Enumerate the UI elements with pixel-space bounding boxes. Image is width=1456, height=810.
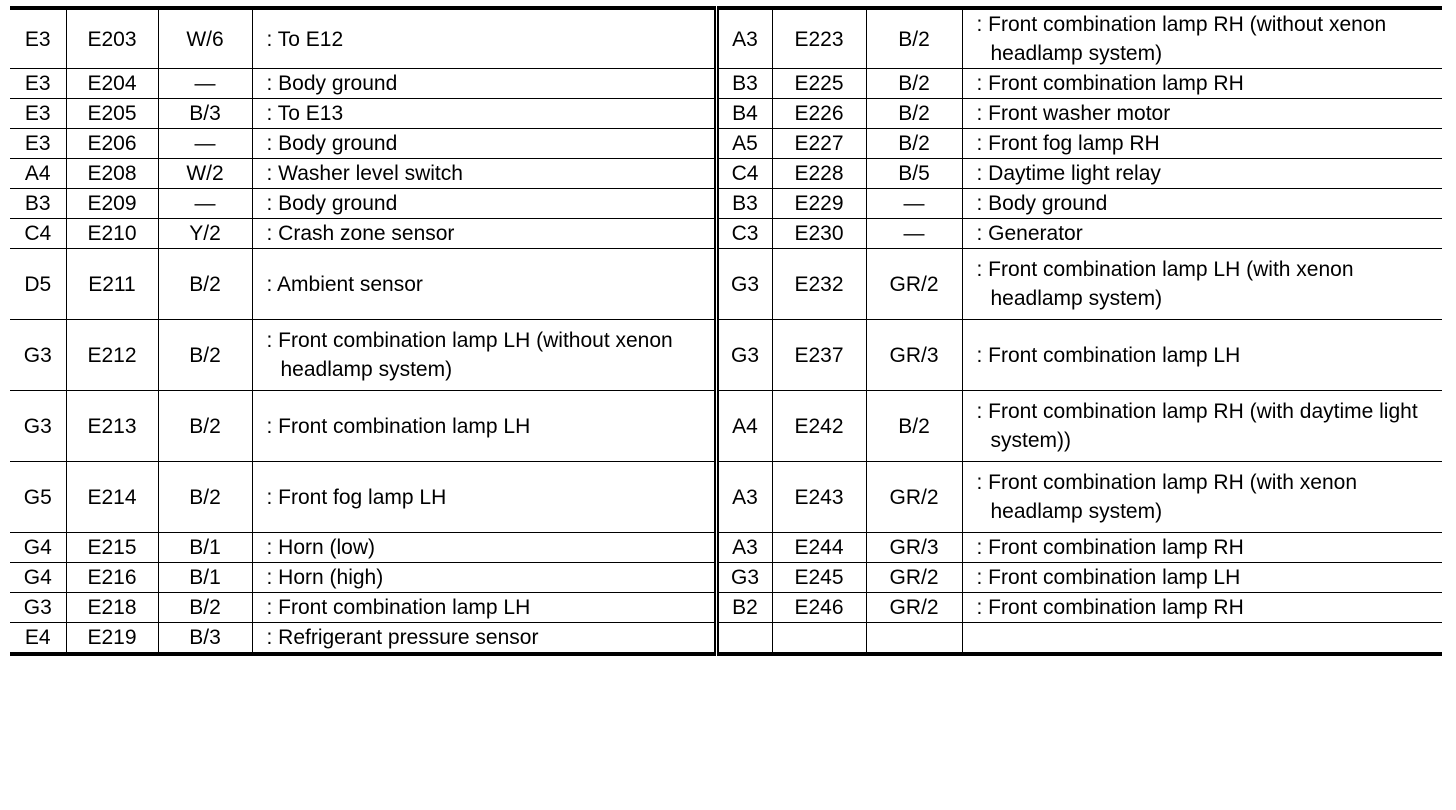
left-connector-color-cell: B/3 [158,623,252,655]
left-description-cell [252,593,716,623]
left-connector-color-cell: — [158,189,252,219]
table-row [10,69,1442,99]
left-grid-ref-cell: D5 [10,249,66,320]
left-grid-ref-cell: G3 [10,391,66,462]
right-grid-ref-cell: A5 [716,129,772,159]
right-description-cell [962,8,1442,69]
right-connector-number-cell: E226 [772,99,866,129]
left-description-cell [252,159,716,189]
right-description-cell [962,593,1442,623]
description-text: : Front combination lamp LH [266,414,531,438]
table-row [10,8,1442,69]
right-connector-number-cell: E230 [772,219,866,249]
right-grid-ref-cell: B3 [716,69,772,99]
right-grid-ref-cell: A4 [716,391,772,462]
description-text: : Front combination lamp RH [976,72,1244,95]
left-connector-number-cell: E219 [66,623,158,655]
left-description-cell [252,391,716,462]
right-connector-color-cell: GR/3 [866,533,962,563]
right-description-cell [962,129,1442,159]
right-connector-color-cell [866,623,962,655]
description-text: : Front combination lamp LH [976,343,1241,367]
left-description-cell [252,99,716,129]
table-row [10,249,1442,320]
right-connector-color-cell: GR/2 [866,462,962,533]
left-grid-ref-cell: G4 [10,563,66,593]
right-description-cell [962,99,1442,129]
right-grid-ref-cell: B4 [716,99,772,129]
right-description-cell [962,533,1442,563]
table-row [10,391,1442,462]
table-row [10,533,1442,563]
right-connector-color-cell: — [866,219,962,249]
table-row [10,189,1442,219]
left-grid-ref-cell: G4 [10,533,66,563]
left-connector-number-cell: E208 [66,159,158,189]
table-row [10,159,1442,189]
left-grid-ref-cell: C4 [10,219,66,249]
right-description-cell [962,69,1442,99]
right-connector-color-cell: B/2 [866,129,962,159]
right-connector-color-cell: B/5 [866,159,962,189]
left-connector-number-cell: E214 [66,462,158,533]
left-connector-number-cell: E213 [66,391,158,462]
left-grid-ref-cell: E3 [10,99,66,129]
right-connector-color-cell: GR/3 [866,320,962,391]
right-description-cell [962,189,1442,219]
description-text: : To E12 [266,27,344,51]
right-description-cell [962,462,1442,533]
right-connector-color-cell: — [866,189,962,219]
table-row [10,462,1442,533]
description-text: : Washer level switch [266,162,463,185]
left-connector-color-cell: Y/2 [158,219,252,249]
right-connector-number-cell: E245 [772,563,866,593]
description-text: : Body ground [266,132,398,155]
right-grid-ref-cell: B3 [716,189,772,219]
left-grid-ref-cell: E3 [10,129,66,159]
left-grid-ref-cell: A4 [10,159,66,189]
right-grid-ref-cell: G3 [716,563,772,593]
left-description-cell [252,563,716,593]
right-description-cell [962,623,1442,655]
right-grid-ref-cell: A3 [716,462,772,533]
description-text: : Horn (low) [266,536,376,559]
description-text: : Front combination lamp LH [266,596,531,619]
right-connector-number-cell: E237 [772,320,866,391]
left-connector-number-cell: E215 [66,533,158,563]
left-connector-number-cell: E218 [66,593,158,623]
description-text: : Front combination lamp RH [976,536,1244,559]
right-grid-ref-cell: A3 [716,8,772,69]
left-grid-ref-cell: G5 [10,462,66,533]
left-description-cell [252,129,716,159]
right-connector-color-cell: B/2 [866,391,962,462]
description-text: : Front fog lamp LH [266,485,447,509]
right-connector-color-cell: B/2 [866,99,962,129]
description-text: : Daytime light relay [976,162,1161,185]
description-text: : Front combination lamp RH (without xenon headlamp system) [976,13,1387,65]
right-grid-ref-cell: C3 [716,219,772,249]
left-connector-number-cell: E203 [66,8,158,69]
left-description-cell [252,219,716,249]
description-text: : Front combination lamp LH [976,566,1241,589]
right-grid-ref-cell: B2 [716,593,772,623]
description-text: : Body ground [266,192,398,215]
left-description-cell [252,623,716,655]
left-connector-color-cell: B/1 [158,533,252,563]
description-text: : Body ground [266,72,398,95]
table-row [10,99,1442,129]
connector-list-table [10,6,1442,656]
right-connector-number-cell: E244 [772,533,866,563]
left-connector-color-cell: B/2 [158,320,252,391]
left-connector-color-cell: W/6 [158,8,252,69]
right-connector-number-cell: E229 [772,189,866,219]
description-text: : Front combination lamp RH (with xenon headlamp system) [976,471,1357,523]
left-connector-number-cell: E211 [66,249,158,320]
left-connector-color-cell: B/2 [158,462,252,533]
left-connector-color-cell: B/2 [158,593,252,623]
left-connector-color-cell: B/1 [158,563,252,593]
table-row [10,593,1442,623]
left-connector-color-cell: W/2 [158,159,252,189]
left-connector-number-cell: E206 [66,129,158,159]
right-grid-ref-cell: C4 [716,159,772,189]
left-grid-ref-cell: E4 [10,623,66,655]
right-connector-number-cell: E246 [772,593,866,623]
description-text: : Body ground [976,192,1108,215]
right-grid-ref-cell: A3 [716,533,772,563]
left-connector-number-cell: E216 [66,563,158,593]
right-connector-number-cell: E227 [772,129,866,159]
table-row [10,320,1442,391]
left-grid-ref-cell: E3 [10,69,66,99]
connector-list-body [10,8,1442,654]
right-connector-number-cell: E243 [772,462,866,533]
right-connector-color-cell: GR/2 [866,563,962,593]
right-grid-ref-cell: G3 [716,320,772,391]
right-connector-color-cell: B/2 [866,69,962,99]
right-description-cell [962,391,1442,462]
table-row [10,219,1442,249]
left-description-cell [252,8,716,69]
description-text: : Front combination lamp LH (with xenon headlamp system) [976,258,1354,310]
table-row [10,623,1442,655]
left-connector-number-cell: E205 [66,99,158,129]
left-connector-color-cell: — [158,69,252,99]
left-connector-number-cell: E209 [66,189,158,219]
left-description-cell [252,533,716,563]
left-grid-ref-cell: B3 [10,189,66,219]
left-description-cell [252,189,716,219]
right-connector-color-cell: GR/2 [866,249,962,320]
left-grid-ref-cell: E3 [10,8,66,69]
description-text: : Crash zone sensor [266,222,455,245]
left-connector-number-cell: E210 [66,219,158,249]
left-connector-color-cell: — [158,129,252,159]
right-connector-number-cell: E223 [772,8,866,69]
left-description-cell [252,320,716,391]
right-connector-number-cell: E242 [772,391,866,462]
description-text: : Horn (high) [266,566,384,589]
left-grid-ref-cell: G3 [10,320,66,391]
right-connector-number-cell: E232 [772,249,866,320]
left-description-cell [252,249,716,320]
right-grid-ref-cell [716,623,772,655]
right-connector-number-cell: E228 [772,159,866,189]
right-description-cell [962,219,1442,249]
left-connector-color-cell: B/2 [158,391,252,462]
description-text: : Front fog lamp RH [976,132,1160,155]
right-connector-number-cell [772,623,866,655]
description-text: : Front combination lamp LH (without xenon headlamp system) [266,329,673,381]
right-grid-ref-cell: G3 [716,249,772,320]
right-connector-color-cell: GR/2 [866,593,962,623]
description-text: : Front combination lamp RH [976,596,1244,619]
description-text: : Generator [976,222,1083,245]
left-connector-color-cell: B/3 [158,99,252,129]
left-grid-ref-cell: G3 [10,593,66,623]
left-description-cell [252,462,716,533]
right-description-cell [962,249,1442,320]
description-text: : To E13 [266,102,344,125]
description-text: : Front washer motor [976,102,1171,125]
table-row [10,563,1442,593]
right-description-cell [962,159,1442,189]
description-text: : Front combination lamp RH (with daytime light system)) [976,400,1418,452]
left-description-cell [252,69,716,99]
left-connector-number-cell: E204 [66,69,158,99]
left-connector-color-cell: B/2 [158,249,252,320]
description-text: : Ambient sensor [266,272,423,296]
right-description-cell [962,320,1442,391]
right-description-cell [962,563,1442,593]
right-connector-number-cell: E225 [772,69,866,99]
description-text: : Refrigerant pressure sensor [266,626,539,649]
right-connector-color-cell: B/2 [866,8,962,69]
table-row [10,129,1442,159]
left-connector-number-cell: E212 [66,320,158,391]
